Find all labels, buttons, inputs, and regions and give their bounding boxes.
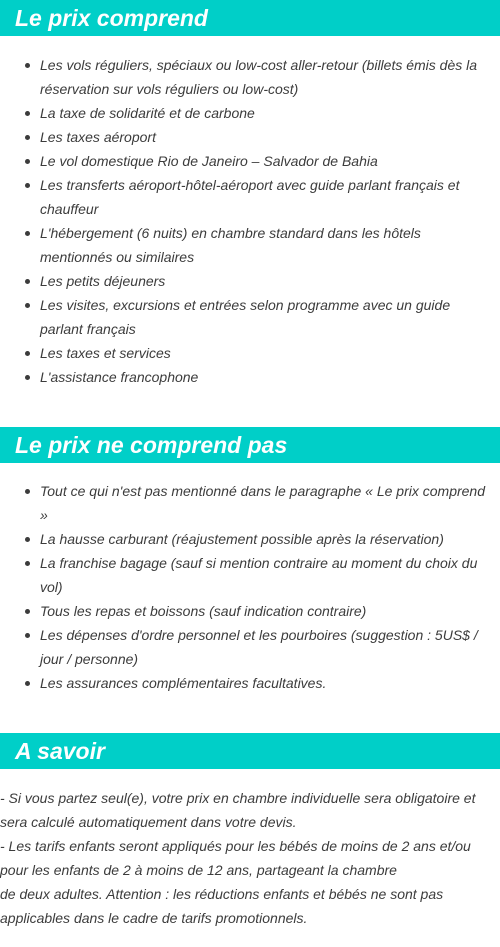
list-item: Les vols réguliers, spéciaux ou low-cost aller-retour (billets émis dès la réservation sur vols réguliers ou low-cost) — [0, 53, 500, 101]
info-notes — [0, 786, 500, 930]
excluded-list — [0, 479, 500, 695]
list-item: Les transferts aéroport-hôtel-aéroport avec guide parlant français et chauffeur — [0, 173, 500, 221]
list-item: La hausse carburant (réajustement possible après la réservation) — [0, 527, 500, 551]
list-item: Les dépenses d'ordre personnel et les pourboires (suggestion : 5US$ / jour / personne) — [0, 623, 500, 671]
section-info — [0, 733, 500, 930]
list-item: La taxe de solidarité et de carbone — [0, 101, 500, 125]
section-title-info: A savoir — [0, 733, 500, 769]
section-title-included: Le prix comprend — [0, 0, 500, 36]
list-item: Les petits déjeuners — [0, 269, 500, 293]
list-item: Les visites, excursions et entrées selon programme avec un guide parlant français — [0, 293, 500, 341]
section-title-excluded: Le prix ne comprend pas — [0, 427, 500, 463]
list-item: Tout ce qui n'est pas mentionné dans le paragraphe « Le prix comprend » — [0, 479, 500, 527]
info-line: - Si vous partez seul(e), votre prix en chambre individuelle sera obligatoire et sera calculé automatiquement dans votre devis. — [0, 790, 476, 830]
section-excluded — [0, 427, 500, 695]
list-item: Le vol domestique Rio de Janeiro – Salvador de Bahia — [0, 149, 500, 173]
section-included — [0, 0, 500, 389]
included-list — [0, 53, 500, 389]
list-item: L'hébergement (6 nuits) en chambre standard dans les hôtels mentionnés ou similaires — [0, 221, 500, 269]
list-item: Les taxes aéroport — [0, 125, 500, 149]
list-item: Les assurances complémentaires facultatives. — [0, 671, 500, 695]
list-item: La franchise bagage (sauf si mention contraire au moment du choix du vol) — [0, 551, 500, 599]
list-item: Tous les repas et boissons (sauf indication contraire) — [0, 599, 500, 623]
info-line: - Les tarifs enfants seront appliqués pour les bébés de moins de 2 ans et/ou pour les enfants de 2 à moins de 12 ans, partageant la chambre — [0, 838, 471, 878]
info-line: de deux adultes. Attention : les réductions enfants et bébés ne sont pas applicables dans le cadre de tarifs promotionnels. — [0, 886, 444, 926]
list-item: Les taxes et services — [0, 341, 500, 365]
list-item: L'assistance francophone — [0, 365, 500, 389]
